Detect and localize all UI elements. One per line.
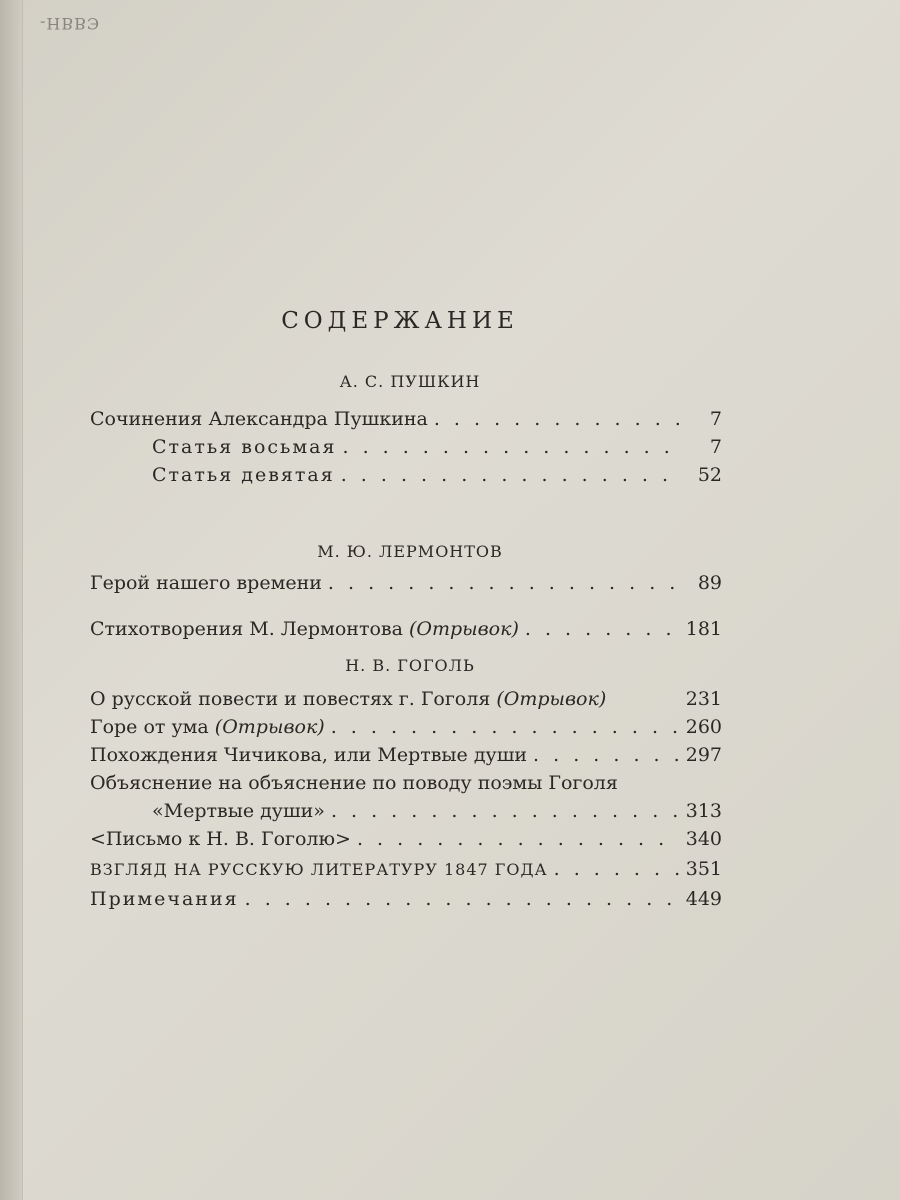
toc-entry-title: Стихотворения М. Лермонтова — [90, 618, 403, 640]
toc-entry — [90, 572, 722, 594]
toc-entry-page: 52 — [697, 464, 722, 486]
toc-entry-title: Горе от ума — [90, 716, 209, 738]
toc-entry-page: 7 — [709, 436, 722, 458]
toc-entry-page: 313 — [685, 800, 722, 822]
toc-entry-page: 340 — [685, 828, 722, 850]
toc-entry — [90, 744, 722, 766]
toc-entry-label: <Письмо к Н. В. Гоголю> — [90, 828, 351, 850]
toc-entry — [90, 688, 722, 710]
toc-entry — [90, 716, 722, 738]
dot-leader — [328, 572, 680, 594]
toc-entry-page: 231 — [685, 688, 722, 710]
toc-entry-label: Герой нашего времени — [90, 572, 322, 594]
toc-entry-label — [90, 716, 325, 738]
dot-leader — [554, 858, 680, 880]
toc-entry — [90, 828, 722, 850]
toc-entry-page: 260 — [685, 716, 722, 738]
dot-leader — [357, 828, 680, 850]
toc-entry-label: Примечания — [90, 888, 239, 910]
toc-entry — [90, 888, 722, 910]
dot-leader — [434, 408, 680, 430]
toc-entry-note: (Отрывок) — [496, 688, 607, 710]
toc-entry-page: 7 — [709, 408, 722, 430]
page-binding-edge — [0, 0, 23, 1200]
section-author-pushkin: А. С. ПУШКИН — [339, 372, 481, 391]
toc-entry-label: Статья восьмая — [152, 436, 337, 458]
toc-entry-label-line: Объяснение на объяснение по поводу поэмы Гоголя — [90, 772, 618, 794]
toc-entry-page: 351 — [685, 858, 722, 880]
toc-entry-label: Статья девятая — [152, 464, 335, 486]
dot-leader — [342, 436, 680, 458]
section-author-gogol: Н. В. ГОГОЛЬ — [345, 656, 475, 675]
dot-leader — [533, 744, 680, 766]
toc-entry — [152, 436, 722, 458]
dot-leader — [331, 800, 680, 822]
bleed-through-mark: -НВВЭ — [40, 14, 101, 33]
toc-entry — [90, 858, 722, 880]
toc-entry-label: Сочинения Александра Пушкина — [90, 408, 428, 430]
section-author-lermontov: М. Ю. ЛЕРМОНТОВ — [317, 542, 503, 561]
dot-leader — [341, 464, 680, 486]
toc-entry — [90, 408, 722, 430]
toc-entry-label: ВЗГЛЯД НА РУССКУЮ ЛИТЕРАТУРУ 1847 ГОДА — [90, 860, 548, 879]
toc-entry-note: (Отрывок) — [214, 716, 325, 738]
toc-entry-label: «Мертвые души» — [152, 800, 325, 822]
dot-leader — [525, 618, 680, 640]
toc-entry-title: О русской повести и повестях г. Гоголя — [90, 688, 491, 710]
toc-entry-label — [90, 618, 519, 640]
toc-entry — [152, 800, 722, 822]
toc-entry — [90, 618, 722, 640]
toc-entry-page: 297 — [685, 744, 722, 766]
toc-entry-note: (Отрывок) — [408, 618, 519, 640]
toc-entry-page: 181 — [685, 618, 722, 640]
page-title: СОДЕРЖАНИЕ — [281, 308, 519, 334]
toc-entry-page: 89 — [697, 572, 722, 594]
toc-entry-label: Похождения Чичикова, или Мертвые души — [90, 744, 528, 766]
dot-leader — [331, 716, 680, 738]
toc-entry-label — [90, 688, 606, 710]
toc-entry — [152, 464, 722, 486]
toc-entry-page: 449 — [685, 888, 722, 910]
dot-leader — [245, 888, 680, 910]
